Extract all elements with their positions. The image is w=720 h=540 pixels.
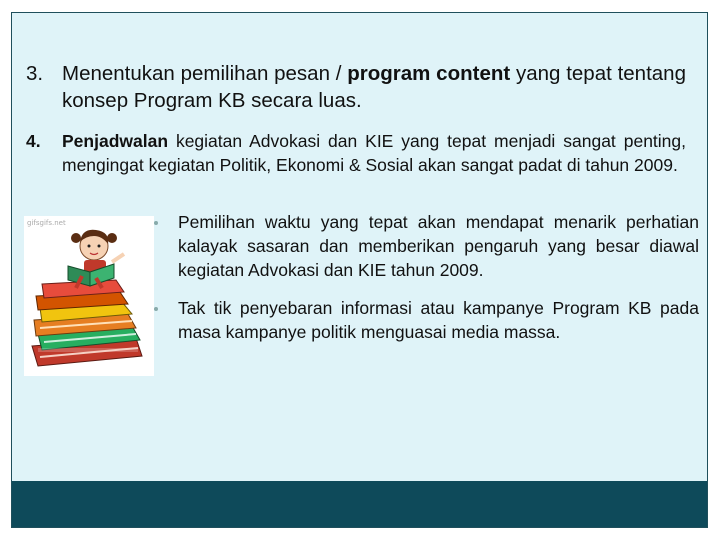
- girl-reading-on-book-stack-icon: [24, 216, 154, 376]
- watermark-text: gifsgifs.net: [27, 219, 66, 227]
- list-item-text: Menentukan pemilihan pesan / program content yang tepat tentang konsep Program KB secara luas.: [62, 62, 686, 112]
- list-item-number: 3.: [26, 62, 44, 85]
- bullet-dot-icon: [154, 221, 158, 225]
- bullet-list: [149, 210, 699, 358]
- bullet-dot-icon: [154, 307, 158, 311]
- girl-figure: [68, 230, 124, 288]
- list-item-3: [26, 60, 686, 114]
- footer-bar: [12, 481, 707, 527]
- bullet-text: Tak tik penyebaran informasi atau kampanye Program KB pada masa kampanye politik menguasai media massa.: [178, 298, 699, 342]
- list-item-4: [26, 129, 686, 177]
- bullet-item: [149, 210, 699, 282]
- bullet-item: [149, 296, 699, 344]
- list-item-number: 4.: [26, 131, 41, 151]
- book-stack: [32, 280, 142, 366]
- slide: [11, 12, 708, 528]
- bullet-text: Pemilihan waktu yang tepat akan mendapat menarik perhatian kalayak sasaran dan memberikan pengaruh yang besar diawal kegiatan Advokasi dan KIE tahun 2009.: [178, 212, 699, 280]
- illustration-svg: [24, 216, 154, 376]
- list-item-text: Penjadwalan kegiatan Advokasi dan KIE yang tepat menjadi sangat penting, mengingat kegiatan Politik, Ekonomi & Sosial akan sangat padat di tahun 2009.: [62, 131, 686, 175]
